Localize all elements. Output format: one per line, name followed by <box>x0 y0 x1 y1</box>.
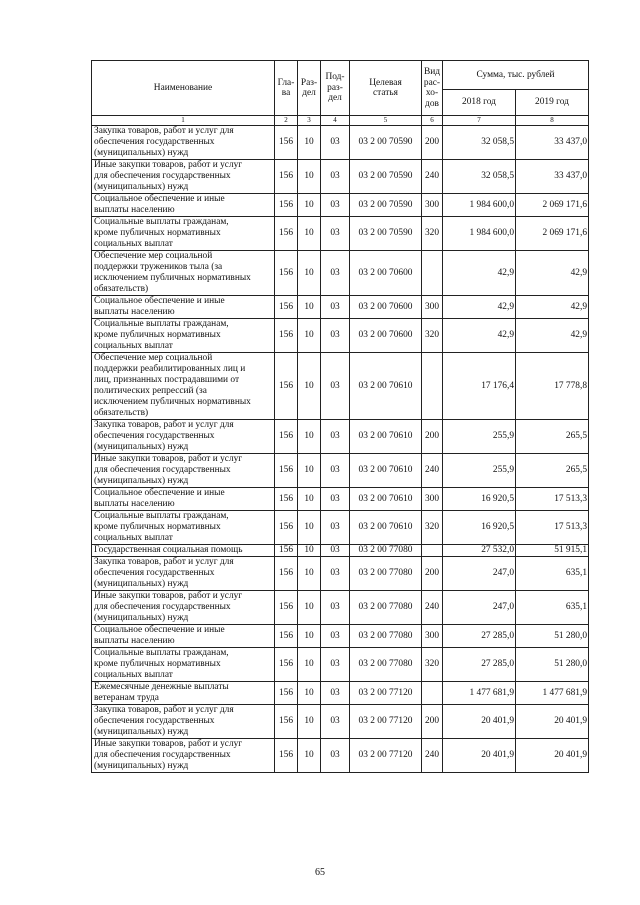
row-name: Обеспечение мер социальной поддержки реабилитированных лиц и лиц, признанных пострадавшими от политических репрессий (за исключением публичных нормативных обязательств) <box>92 353 275 420</box>
page-number: 65 <box>315 867 325 878</box>
budget-table <box>91 60 589 773</box>
row-sum-2019: 42,9 <box>516 296 589 319</box>
row-glava: 156 <box>275 545 298 557</box>
table-row <box>92 160 589 194</box>
header-name: Наименование <box>92 61 275 116</box>
row-razdel: 10 <box>298 454 321 488</box>
row-sum-2019: 20 401,9 <box>516 705 589 739</box>
column-number: 8 <box>516 116 589 126</box>
row-vid: 240 <box>422 591 443 625</box>
row-podrazdel: 03 <box>321 251 350 296</box>
row-podrazdel: 03 <box>321 488 350 511</box>
column-number: 5 <box>350 116 422 126</box>
row-name: Обеспечение мер социальной поддержки тружеников тыла (за исключением публичных нормативных обязательств) <box>92 251 275 296</box>
row-celevaya: 03 2 00 70590 <box>350 126 422 160</box>
header-vid: Вид рас- хо- дов <box>422 61 443 116</box>
column-numbers-row <box>92 116 589 126</box>
row-razdel: 10 <box>298 251 321 296</box>
row-razdel: 10 <box>298 194 321 217</box>
row-celevaya: 03 2 00 77080 <box>350 625 422 648</box>
row-podrazdel: 03 <box>321 739 350 773</box>
row-glava: 156 <box>275 705 298 739</box>
row-podrazdel: 03 <box>321 682 350 705</box>
row-razdel: 10 <box>298 557 321 591</box>
table-row <box>92 488 589 511</box>
row-vid <box>422 353 443 420</box>
row-vid: 300 <box>422 296 443 319</box>
column-number: 2 <box>275 116 298 126</box>
header-podrazdel: Под- раз- дел <box>321 61 350 116</box>
row-sum-2018: 247,0 <box>443 591 516 625</box>
row-sum-2019: 635,1 <box>516 591 589 625</box>
row-razdel: 10 <box>298 682 321 705</box>
row-sum-2019: 265,5 <box>516 420 589 454</box>
row-glava: 156 <box>275 126 298 160</box>
row-name: Социальные выплаты гражданам, кроме публичных нормативных социальных выплат <box>92 648 275 682</box>
row-celevaya: 03 2 00 70610 <box>350 454 422 488</box>
row-sum-2019: 51 280,0 <box>516 648 589 682</box>
row-celevaya: 03 2 00 70600 <box>350 319 422 353</box>
row-sum-2018: 16 920,5 <box>443 511 516 545</box>
row-sum-2018: 27 532,0 <box>443 545 516 557</box>
table-row <box>92 217 589 251</box>
header-celevaya: Целевая статья <box>350 61 422 116</box>
row-name: Закупка товаров, работ и услуг для обеспечения государственных (муниципальных) нужд <box>92 557 275 591</box>
header-razdel: Раз- дел <box>298 61 321 116</box>
row-sum-2018: 27 285,0 <box>443 625 516 648</box>
row-name: Социальные выплаты гражданам, кроме публичных нормативных социальных выплат <box>92 319 275 353</box>
row-vid <box>422 682 443 705</box>
table-row <box>92 353 589 420</box>
row-podrazdel: 03 <box>321 319 350 353</box>
row-name: Социальное обеспечение и иные выплаты населению <box>92 194 275 217</box>
row-vid: 320 <box>422 648 443 682</box>
row-vid: 300 <box>422 488 443 511</box>
row-podrazdel: 03 <box>321 126 350 160</box>
column-number: 7 <box>443 116 516 126</box>
table-row <box>92 705 589 739</box>
row-sum-2019: 1 477 681,9 <box>516 682 589 705</box>
row-podrazdel: 03 <box>321 296 350 319</box>
row-sum-2019: 42,9 <box>516 319 589 353</box>
row-celevaya: 03 2 00 77080 <box>350 648 422 682</box>
row-name: Социальные выплаты гражданам, кроме публичных нормативных социальных выплат <box>92 511 275 545</box>
row-celevaya: 03 2 00 70610 <box>350 511 422 545</box>
row-vid: 300 <box>422 194 443 217</box>
row-vid: 240 <box>422 454 443 488</box>
row-sum-2019: 635,1 <box>516 557 589 591</box>
row-celevaya: 03 2 00 77120 <box>350 705 422 739</box>
row-celevaya: 03 2 00 70590 <box>350 217 422 251</box>
row-sum-2018: 1 984 600,0 <box>443 217 516 251</box>
row-podrazdel: 03 <box>321 625 350 648</box>
row-podrazdel: 03 <box>321 353 350 420</box>
row-celevaya: 03 2 00 77120 <box>350 739 422 773</box>
row-razdel: 10 <box>298 648 321 682</box>
row-sum-2018: 42,9 <box>443 296 516 319</box>
row-name: Социальные выплаты гражданам, кроме публичных нормативных социальных выплат <box>92 217 275 251</box>
table-row <box>92 251 589 296</box>
row-celevaya: 03 2 00 77120 <box>350 682 422 705</box>
row-sum-2019: 51 915,1 <box>516 545 589 557</box>
column-number: 4 <box>321 116 350 126</box>
row-sum-2018: 20 401,9 <box>443 739 516 773</box>
row-celevaya: 03 2 00 77080 <box>350 591 422 625</box>
row-glava: 156 <box>275 194 298 217</box>
row-sum-2019: 33 437,0 <box>516 160 589 194</box>
table-row <box>92 591 589 625</box>
row-razdel: 10 <box>298 160 321 194</box>
row-razdel: 10 <box>298 217 321 251</box>
row-glava: 156 <box>275 319 298 353</box>
row-sum-2019: 2 069 171,6 <box>516 217 589 251</box>
row-sum-2019: 17 513,3 <box>516 488 589 511</box>
row-name: Закупка товаров, работ и услуг для обеспечения государственных (муниципальных) нужд <box>92 126 275 160</box>
row-razdel: 10 <box>298 296 321 319</box>
row-sum-2018: 247,0 <box>443 557 516 591</box>
row-razdel: 10 <box>298 511 321 545</box>
row-sum-2018: 32 058,5 <box>443 126 516 160</box>
row-vid: 320 <box>422 511 443 545</box>
row-sum-2018: 27 285,0 <box>443 648 516 682</box>
table-row <box>92 545 589 557</box>
row-razdel: 10 <box>298 353 321 420</box>
row-name: Иные закупки товаров, работ и услуг для обеспечения государственных (муниципальных) нужд <box>92 160 275 194</box>
row-name: Иные закупки товаров, работ и услуг для обеспечения государственных (муниципальных) нужд <box>92 454 275 488</box>
row-celevaya: 03 2 00 70590 <box>350 194 422 217</box>
row-name: Социальное обеспечение и иные выплаты населению <box>92 488 275 511</box>
table-row <box>92 420 589 454</box>
table-row <box>92 739 589 773</box>
row-vid: 200 <box>422 420 443 454</box>
row-podrazdel: 03 <box>321 648 350 682</box>
row-celevaya: 03 2 00 70610 <box>350 353 422 420</box>
header-year-2018: 2018 год <box>443 90 516 116</box>
table-body <box>92 126 589 773</box>
row-vid: 320 <box>422 319 443 353</box>
header-summa: Сумма, тыс. рублей <box>443 61 589 90</box>
row-sum-2018: 20 401,9 <box>443 705 516 739</box>
column-number: 3 <box>298 116 321 126</box>
row-name: Социальное обеспечение и иные выплаты населению <box>92 625 275 648</box>
row-sum-2018: 16 920,5 <box>443 488 516 511</box>
table-row <box>92 557 589 591</box>
row-glava: 156 <box>275 739 298 773</box>
row-sum-2019: 42,9 <box>516 251 589 296</box>
table-row <box>92 296 589 319</box>
row-celevaya: 03 2 00 70600 <box>350 251 422 296</box>
row-vid: 200 <box>422 705 443 739</box>
row-podrazdel: 03 <box>321 705 350 739</box>
row-sum-2019: 17 778,8 <box>516 353 589 420</box>
row-glava: 156 <box>275 296 298 319</box>
table-row <box>92 194 589 217</box>
row-razdel: 10 <box>298 420 321 454</box>
row-sum-2018: 255,9 <box>443 454 516 488</box>
row-sum-2019: 2 069 171,6 <box>516 194 589 217</box>
row-sum-2018: 42,9 <box>443 319 516 353</box>
column-number: 6 <box>422 116 443 126</box>
row-vid: 200 <box>422 126 443 160</box>
row-glava: 156 <box>275 625 298 648</box>
table-row <box>92 682 589 705</box>
table-row <box>92 454 589 488</box>
row-sum-2018: 17 176,4 <box>443 353 516 420</box>
row-name: Иные закупки товаров, работ и услуг для обеспечения государственных (муниципальных) нужд <box>92 739 275 773</box>
row-glava: 156 <box>275 353 298 420</box>
table-row <box>92 319 589 353</box>
row-podrazdel: 03 <box>321 160 350 194</box>
row-name: Иные закупки товаров, работ и услуг для обеспечения государственных (муниципальных) нужд <box>92 591 275 625</box>
row-podrazdel: 03 <box>321 511 350 545</box>
row-razdel: 10 <box>298 488 321 511</box>
row-celevaya: 03 2 00 77080 <box>350 557 422 591</box>
row-sum-2018: 32 058,5 <box>443 160 516 194</box>
row-glava: 156 <box>275 251 298 296</box>
row-sum-2019: 33 437,0 <box>516 126 589 160</box>
row-sum-2019: 265,5 <box>516 454 589 488</box>
row-glava: 156 <box>275 648 298 682</box>
table-row <box>92 511 589 545</box>
row-razdel: 10 <box>298 591 321 625</box>
row-razdel: 10 <box>298 739 321 773</box>
row-sum-2019: 20 401,9 <box>516 739 589 773</box>
row-name: Закупка товаров, работ и услуг для обеспечения государственных (муниципальных) нужд <box>92 705 275 739</box>
row-glava: 156 <box>275 511 298 545</box>
row-celevaya: 03 2 00 70590 <box>350 160 422 194</box>
row-podrazdel: 03 <box>321 591 350 625</box>
header-glava: Гла- ва <box>275 61 298 116</box>
row-podrazdel: 03 <box>321 557 350 591</box>
row-glava: 156 <box>275 454 298 488</box>
row-sum-2018: 1 477 681,9 <box>443 682 516 705</box>
row-vid: 320 <box>422 217 443 251</box>
row-razdel: 10 <box>298 625 321 648</box>
row-podrazdel: 03 <box>321 454 350 488</box>
row-glava: 156 <box>275 682 298 705</box>
row-name: Закупка товаров, работ и услуг для обеспечения государственных (муниципальных) нужд <box>92 420 275 454</box>
row-celevaya: 03 2 00 77080 <box>350 545 422 557</box>
row-celevaya: 03 2 00 70600 <box>350 296 422 319</box>
row-razdel: 10 <box>298 705 321 739</box>
row-sum-2018: 42,9 <box>443 251 516 296</box>
table-row <box>92 126 589 160</box>
row-razdel: 10 <box>298 545 321 557</box>
row-vid: 240 <box>422 739 443 773</box>
header-year-2019: 2019 год <box>516 90 589 116</box>
row-name: Социальное обеспечение и иные выплаты населению <box>92 296 275 319</box>
row-vid: 200 <box>422 557 443 591</box>
row-glava: 156 <box>275 591 298 625</box>
table-row <box>92 648 589 682</box>
row-vid <box>422 251 443 296</box>
row-sum-2019: 51 280,0 <box>516 625 589 648</box>
row-podrazdel: 03 <box>321 420 350 454</box>
row-glava: 156 <box>275 420 298 454</box>
row-celevaya: 03 2 00 70610 <box>350 488 422 511</box>
row-podrazdel: 03 <box>321 545 350 557</box>
row-glava: 156 <box>275 488 298 511</box>
row-razdel: 10 <box>298 126 321 160</box>
row-podrazdel: 03 <box>321 217 350 251</box>
row-glava: 156 <box>275 557 298 591</box>
row-vid <box>422 545 443 557</box>
row-razdel: 10 <box>298 319 321 353</box>
row-sum-2018: 1 984 600,0 <box>443 194 516 217</box>
row-vid: 240 <box>422 160 443 194</box>
row-name: Государственная социальная помощь <box>92 545 275 557</box>
table-row <box>92 625 589 648</box>
row-podrazdel: 03 <box>321 194 350 217</box>
table-header <box>92 61 589 126</box>
row-sum-2018: 255,9 <box>443 420 516 454</box>
row-name: Ежемесячные денежные выплаты ветеранам труда <box>92 682 275 705</box>
row-glava: 156 <box>275 160 298 194</box>
row-glava: 156 <box>275 217 298 251</box>
row-celevaya: 03 2 00 70610 <box>350 420 422 454</box>
row-sum-2019: 17 513,3 <box>516 511 589 545</box>
row-vid: 300 <box>422 625 443 648</box>
column-number: 1 <box>92 116 275 126</box>
